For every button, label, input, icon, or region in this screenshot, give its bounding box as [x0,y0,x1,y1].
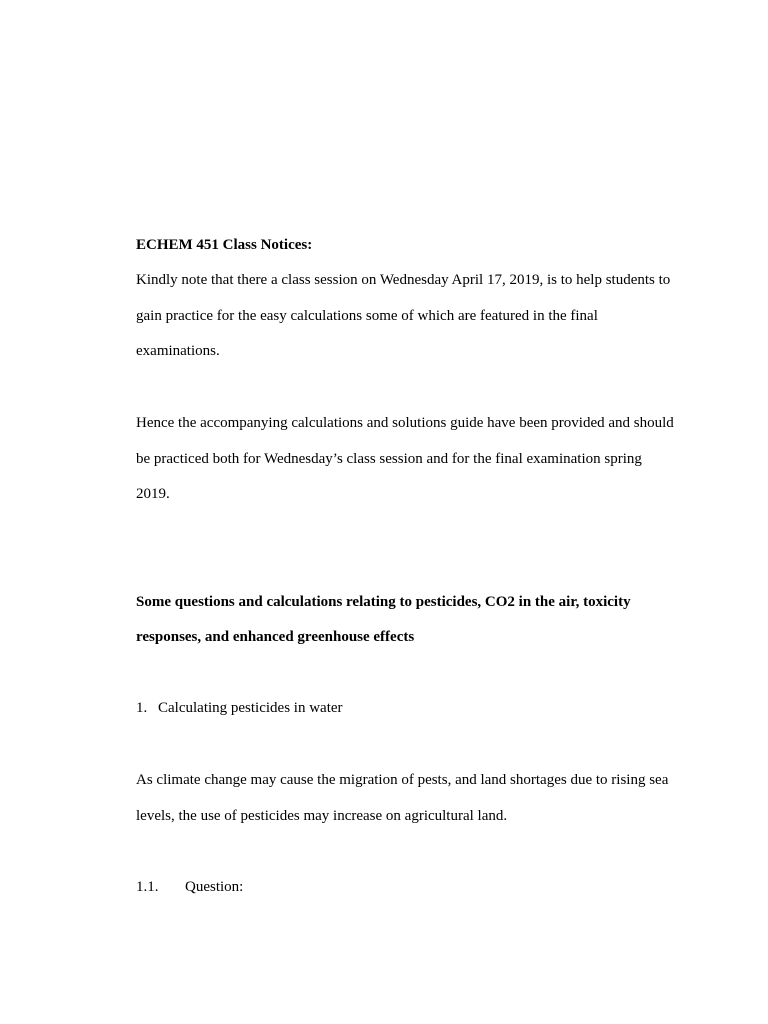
notice-para2-line2: be practiced both for Wednesday’s class session and for the final examination spring [136,451,642,467]
section-title-line2: responses, and enhanced greenhouse effects [136,629,415,645]
sub1-number: 1.1. [136,879,159,895]
notice-para1-line2: gain practice for the easy calculations some of which are featured in the final [136,308,598,324]
item1-number: 1. [136,700,148,716]
item1-text: Calculating pesticides in water [158,700,343,716]
notice-para1-line1: Kindly note that there a class session on Wednesday April 17, 2019, is to help students to [136,272,671,288]
notice-para2-line3: 2019. [136,486,170,502]
section-title-line1: Some questions and calculations relating to pesticides, CO2 in the air, toxicity [136,594,631,610]
notice-para2-line1: Hence the accompanying calculations and solutions guide have been provided and should [136,415,674,431]
notice-heading: ECHEM 451 Class Notices: [136,237,313,253]
item1-body-line2: levels, the use of pesticides may increase on agricultural land. [136,808,508,824]
sub1-text: Question: [185,879,244,895]
item1-body-line1: As climate change may cause the migration of pests, and land shortages due to rising sea [136,772,669,788]
notice-para1-line3: examinations. [136,343,220,359]
